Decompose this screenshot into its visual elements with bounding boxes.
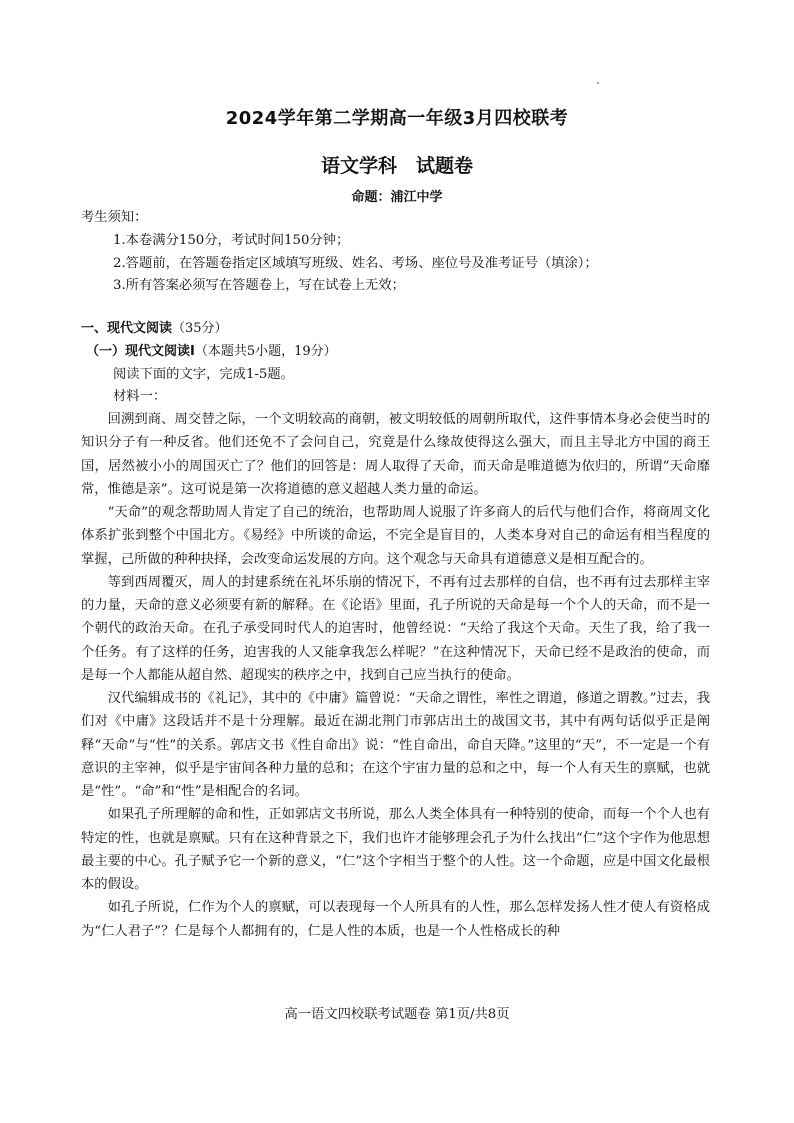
passage-paragraph: 如果孔子所理解的命和性，正如郭店文书所说，那么人类全体具有一种特别的使命，而每一个个人也有特定的性，也就是禀赋。只有在这种背景之下，我们也许才能够理会孔子为什么找出“仁”这个字作为他思想最主要的中心。孔子赋予它一个新的意义，“仁”这个字相当于整个的人性。这一个命题，应是中国文化最根本的假设。	[81, 807, 710, 892]
note-item: 2.答题前，在答题卷指定区域填写班级、姓名、考场、座位号及准考证号（填涂）；	[113, 256, 598, 271]
reading-instruction: 阅读下面的文字，完成1-5题。	[113, 367, 294, 382]
section-title: 一、现代文阅读	[81, 321, 173, 336]
page-footer: 高一语文四校联考试题卷 第1页/共8页	[284, 1007, 510, 1022]
exam-author: 命题：浦江中学	[351, 190, 443, 205]
exam-subtitle: 语文学科 试题卷	[320, 155, 473, 177]
passage-paragraph: 如孔子所说，仁作为个人的禀赋，可以表现每一个人所具有的人性，那么怎样发扬人性才使人有资格成为“仁人君子”？仁是每个人都拥有的，仁是人性的本质，也是一个人性格成长的种	[81, 900, 710, 939]
subsection-score: （本题共5小题，19分）	[194, 344, 337, 359]
passage-body	[81, 408, 710, 943]
scan-speck	[597, 82, 599, 84]
exam-title: 2024学年第二学期高一年级3月四校联考	[225, 108, 569, 129]
material-label: 材料一：	[113, 389, 167, 404]
passage-paragraph: “天命”的观念帮助周人肯定了自己的统治，也帮助周人说服了许多商人的后代与他们合作，将商周文化体系扩张到整个中国北方。《易经》中所谈的命运，不完全是盲目的，人类本身对自己的命运有相当程度的掌握，己所做的种种抉择，会改变命运发展的方向。这个观念与天命具有道德意义是相互配合的。	[81, 505, 710, 567]
section-heading	[81, 318, 228, 340]
note-item: 3.所有答案必须写在答题卷上，写在试卷上无效；	[113, 278, 405, 293]
passage-paragraph: 回溯到商、周交替之际，一个文明较高的商朝，被文明较低的周朝所取代，这件事情本身必会使当时的知识分子有一种反省。他们还免不了会问自己，究竟是什么缘故使得这么强大，而且主导北方中国的商王国，居然被小小的周国灭亡了？他们的回答是：周人取得了天命，而天命是唯道德为依归的，所谓“天命靡常，惟德是亲”。这可说是第一次将道德的意义超越人类力量的命运。	[81, 412, 710, 497]
note-item: 1.本卷满分150分，考试时间150分钟；	[113, 233, 350, 248]
subsection-heading	[86, 341, 337, 363]
notes-heading: 考生须知：	[81, 210, 148, 225]
passage-paragraph: 汉代编辑成书的《礼记》，其中的《中庸》篇曾说：“天命之谓性，率性之谓道，修道之谓教。”过去，我们对《中庸》这段话并不是十分理解。最近在湖北荆门市郭店出土的战国文书，其中有两句话似乎正是阐释“天命”与“性”的关系。郭店文书《性自命出》说：“性自命出，命自天降。”这里的“天”，不一定是一个有意识的主宰神，似乎是宇宙间各种力量的总和；在这个宇宙力量的总和之中，每一个人有天生的禀赋，也就是“性”。“命”和“性”是相配合的名词。	[81, 691, 710, 799]
subsection-title: （一）现代文阅读Ⅰ	[86, 344, 195, 359]
section-score: （35分）	[172, 321, 228, 336]
passage-paragraph: 等到西周覆灭，周人的封建系统在礼坏乐崩的情况下，不再有过去那样的自信，也不再有过去那样主宰的力量，天命的意义必须要有新的解释。在《论语》里面，孔子所说的天命是每一个个人的天命，而不是一个朝代的政治天命。在孔子承受同时代人的迫害时，他曾经说：“天给了我这个天命。天生了我，给了我一个任务。有了这样的任务，迫害我的人又能拿我怎么样呢？”在这种情况下，天命已经不是政治的使命，而是每一个人都能从超自然、超现实的秩序之中，找到自己应当执行的使命。	[81, 574, 710, 683]
